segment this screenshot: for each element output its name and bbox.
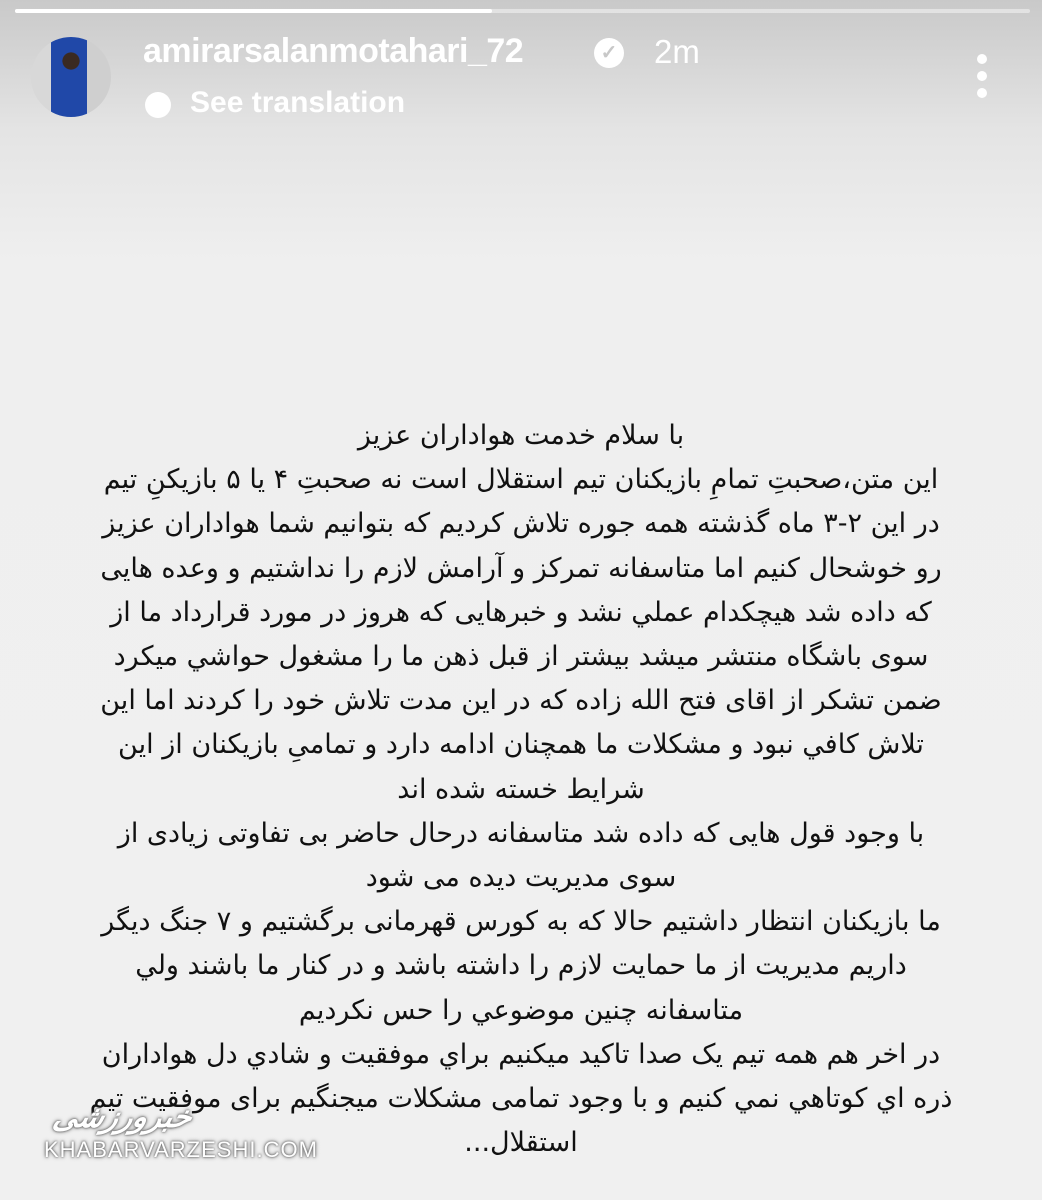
- post-text-line: ما بازیکنان انتظار داشتیم حالا که به کورس قهرمانی برگشتیم و ۷ جنگ دیگر: [101, 906, 941, 938]
- post-text-line: داریم مدیریت از ما حمایت لازم را داشته باشد و در کنار ما باشند ولي: [135, 950, 907, 982]
- watermark-fa: خبرورزشی: [49, 1101, 197, 1134]
- post-text-line: استقلال...: [464, 1127, 578, 1159]
- post-text-line: سوی باشگاه منتشر میشد بیشتر از قبل ذهن ما را مشغول حواشي میکرد: [113, 641, 929, 673]
- story-progress-bar: [15, 9, 1030, 13]
- post-text-line: سوی مدیریت دیده می شود: [365, 862, 677, 894]
- post-text-line: با وجود قول هایی که داده شد متاسفانه درحال حاضر بی تفاوتی زیادی از: [117, 817, 925, 849]
- username[interactable]: amirarsalanmotahari_72: [143, 32, 524, 70]
- watermark-en: KHABARVARZESHI.COM: [44, 1137, 318, 1162]
- post-text-line: در اخر هم همه تیم یک صدا تاکید میکنیم براي موفقیت و شادي دل هواداران: [101, 1038, 941, 1070]
- watermark-logo: [44, 1100, 318, 1163]
- post-text-line: متاسفانه چنین موضوعي را حس نکردیم: [298, 994, 744, 1026]
- more-options-icon[interactable]: [972, 54, 992, 105]
- post-text-line: ذره اي کوتاهي نمي کنیم و با وجود تمامی مشکلات میجنگیم برای موفقیت تیم: [89, 1083, 953, 1115]
- avatar[interactable]: [31, 37, 111, 117]
- post-text-line: با سلام خدمت هواداران عزیز: [357, 420, 685, 451]
- post-text-line: رو خوشحال کنیم اما متاسفانه تمرکز و آرامش لازم را نداشتیم و وعده هایی: [100, 552, 942, 584]
- verified-badge-icon: ✓: [594, 38, 624, 68]
- post-text-line: شرایط خسته شده اند: [397, 773, 645, 805]
- post-text-line: این متن،صحبتِ تمامِ بازیکنان تیم استقلال است نه صحبتِ ۴ یا ۵ بازیکنِ تیم: [103, 464, 939, 496]
- post-text: [50, 414, 992, 1165]
- post-text-line: تلاش کافي نبود و مشکلات ما همچنان ادامه دارد و تمامیِ بازیکنان از این: [118, 729, 924, 761]
- story-progress-fill: [15, 9, 492, 13]
- translate-icon: [145, 92, 171, 118]
- post-text-line: که داده شد هیچکدام عملي نشد و خبرهایی که هروز در مورد قرارداد ما از: [110, 596, 932, 628]
- see-translation-link[interactable]: See translation: [190, 86, 406, 119]
- post-text-line: در این ۲-۳ ماه گذشته همه جوره تلاش کردیم که بتوانیم شما هواداران عزیز: [102, 508, 940, 540]
- post-time: 2m: [654, 33, 700, 70]
- post-text-line: ضمن تشکر از اقای فتح الله زاده که در این مدت تلاش خود را کردند اما این: [100, 685, 942, 717]
